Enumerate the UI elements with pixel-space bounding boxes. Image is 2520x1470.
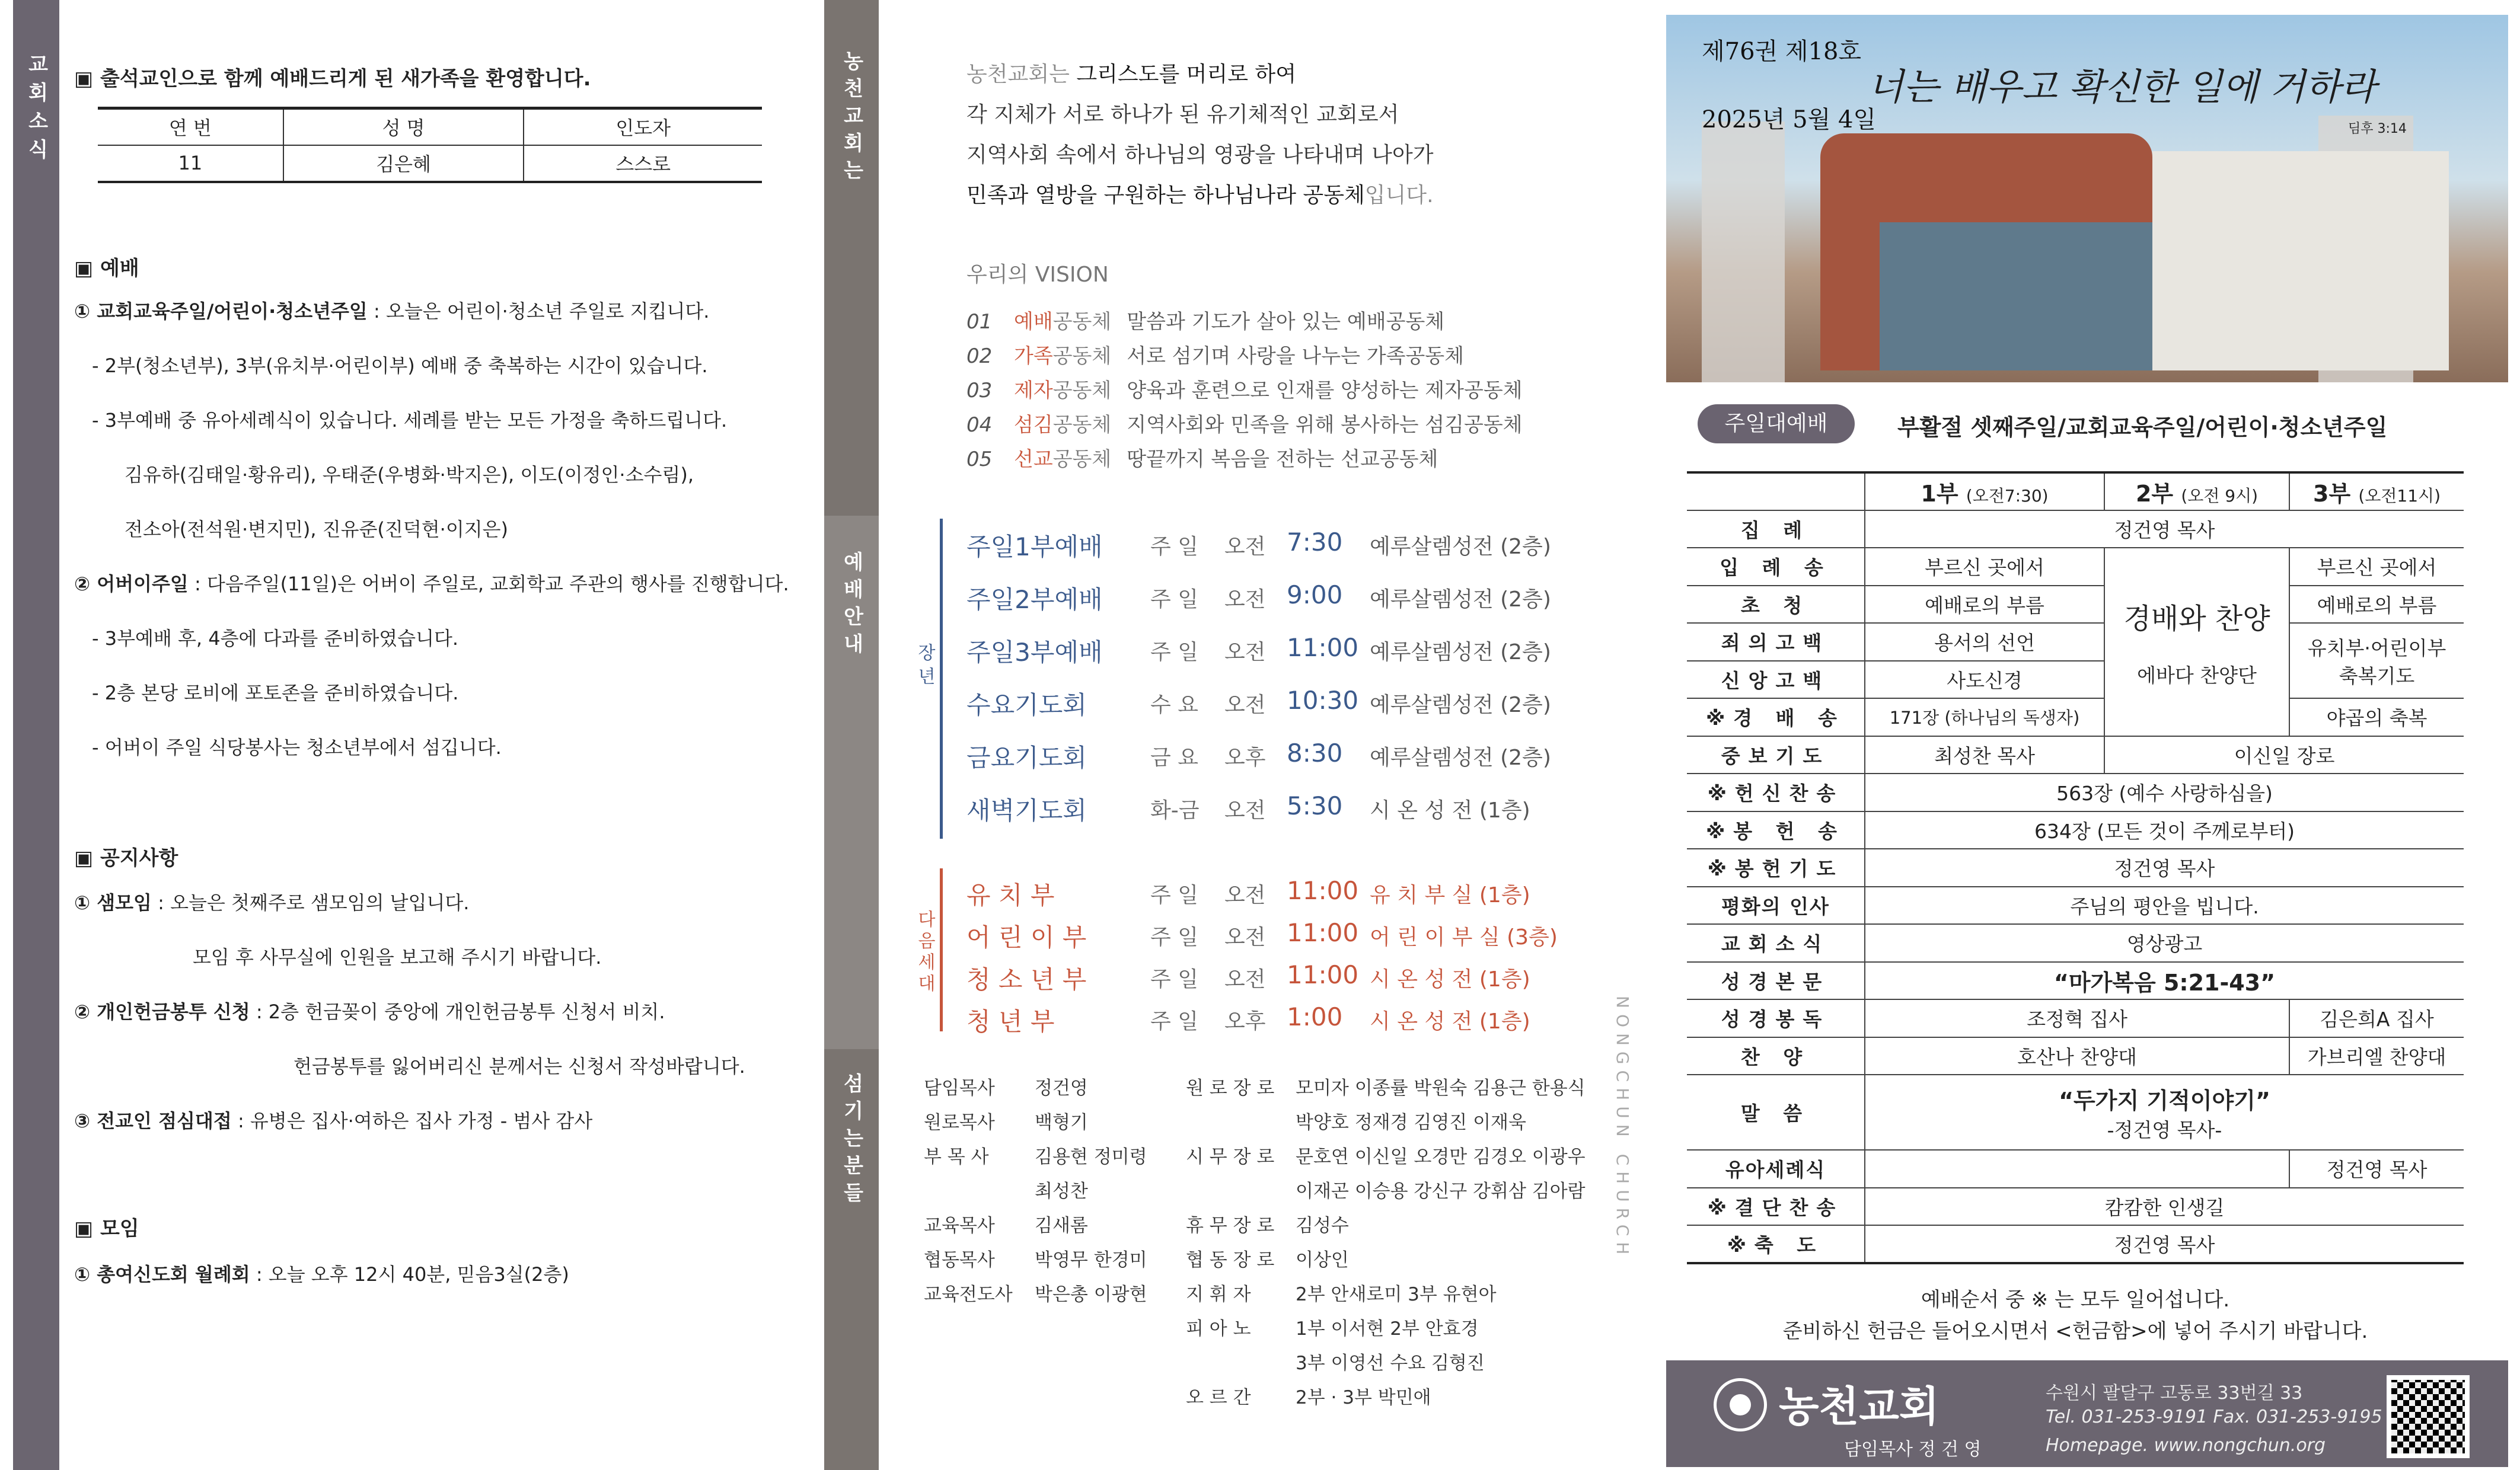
service-time: 1:00 [1287, 1002, 1343, 1031]
service-1-header: 1부 (오전7:30) [1865, 472, 2104, 510]
cell-guide: 스스로 [524, 145, 762, 182]
table-row: 유아세례식 정건영 목사 [1687, 1150, 2464, 1188]
staff-names: 김용현 정미령 [1035, 1146, 1147, 1168]
service-name: 유 치 부 [966, 881, 1055, 910]
service-day: 주 일 [1150, 1009, 1198, 1034]
notice-line-4: 헌금봉투를 잃어버리신 분께서는 신청서 작성바랍니다. [294, 1055, 745, 1078]
service-place: 어 린 이 부 실 (3층) [1370, 925, 1558, 950]
service-name: 새벽기도회 [966, 796, 1087, 825]
vision-keyword: 섬김 [1014, 413, 1053, 437]
vision-item [966, 340, 1464, 369]
worship-line-7: - 3부예배 후, 4층에 다과를 준비하였습니다. [92, 627, 459, 650]
list-item [924, 1142, 1147, 1168]
service-day: 금 요 [1150, 746, 1198, 770]
staff-role: 지 휘 자 [1186, 1284, 1251, 1305]
church-name: 농천교회 [1779, 1382, 1940, 1431]
mission-line-3: 지역사회 속에서 하나님의 영광을 나타내며 나아가 [966, 143, 1434, 167]
worship-line-8: - 2층 본당 로비에 포토존을 준비하였습니다. [92, 682, 459, 704]
staff-role: 휴 무 장 로 [1186, 1215, 1275, 1236]
new-family-table [98, 107, 762, 183]
vision-description: 지역사회와 민족을 위해 봉사하는 섬김공동체 [1127, 413, 1523, 437]
service-ampm: 오전 [1224, 883, 1266, 907]
service-ampm: 오전 [1224, 587, 1266, 612]
vision-title: 우리의 VISION [966, 263, 1109, 287]
sunday-service-badge: 주일대예배 [1698, 404, 1855, 443]
mission-statement [966, 55, 1434, 216]
table-row: ※헌신찬송 563장 (예수 사랑하심을) [1687, 774, 2464, 811]
table-row: 찬 양 호산나 찬양대 가브리엘 찬양대 [1687, 1037, 2464, 1075]
standing-note: 예배순서 중 ※ 는 모두 일어섭니다. [1921, 1288, 2230, 1312]
table-row: ※봉헌기도 정건영 목사 [1687, 849, 2464, 887]
service-time: 10:30 [1287, 686, 1359, 715]
vision-description: 말씀과 기도가 살아 있는 예배공동체 [1127, 310, 1445, 334]
vision-number: 04 [966, 413, 993, 437]
notice-item-1: ① 샘모임 : 오늘은 첫째주로 샘모임의 날입니다. [74, 891, 470, 914]
worship-line-2: - 2부(청소년부), 3부(유치부·어린이부) 예배 중 축복하는 시간이 있습니다. [92, 354, 708, 377]
service-day: 주 일 [1150, 967, 1198, 992]
nongchun-watermark: NONGCHUN CHURCH [1613, 996, 1632, 1261]
vision-keyword: 예배 [1014, 310, 1053, 334]
table-row: 교회소식 영상광고 [1687, 924, 2464, 962]
church-photo-banner [1666, 15, 2508, 382]
vision-number: 02 [966, 344, 993, 368]
table-row: 죄의고백 용서의 선언 유치부·어린이부 축복기도 [1687, 623, 2464, 661]
service-ampm: 오전 [1224, 925, 1266, 950]
offering-note: 준비하신 헌금은 들어오시면서 <헌금함>에 넣어 주시기 바랍니다. [1782, 1319, 2368, 1343]
vision-keyword: 제자 [1014, 379, 1053, 402]
slogan-reference: 딤후 3:14 [2348, 122, 2407, 136]
news-sidebar [13, 0, 59, 1470]
vision-description: 땅끝까지 복음을 전하는 선교공동체 [1127, 448, 1438, 471]
table-row: ※경 배 송 171장 (하나님의 독생자) 야곱의 축복 [1687, 698, 2464, 736]
sidebar-about: 농천교회는 [840, 50, 863, 187]
vision-item [966, 305, 1444, 334]
church-homepage[interactable]: Homepage. www.nongchun.org [2046, 1435, 2326, 1456]
worship-item-1: ① 교회교육주일/어린이·청소년주일 : 오늘은 어린이·청소년 주일로 지킵니다. [74, 300, 710, 322]
staff-role: 시 무 장 로 [1186, 1146, 1275, 1168]
worship-line-3: - 3부예배 중 유아세례식이 있습니다. 세례를 받는 모든 가정을 축하드립니다. [92, 409, 728, 432]
list-item [924, 1107, 1088, 1134]
mission-line-2: 각 지체가 서로 하나가 된 유기체적인 교회로서 [966, 103, 1399, 127]
list-item [1186, 1245, 1349, 1271]
service-time: 11:00 [1287, 633, 1359, 662]
staff-names: 박은총 이광현 [1035, 1284, 1147, 1305]
worship-line-4: 김유하(김태일·황유리), 우태준(우병화·박지은), 이도(이정인·소수림), [125, 464, 694, 486]
service-place: 시 온 성 전 (1층) [1370, 798, 1530, 823]
bulletin-date: 2025년 5월 4일 [1702, 106, 1877, 133]
vision-community: 공동체 [1052, 448, 1112, 471]
list-item [924, 1210, 1088, 1237]
table-row: ※축 도 정건영 목사 [1687, 1225, 2464, 1263]
service-place: 시 온 성 전 (1층) [1370, 967, 1530, 992]
table-row: 성경봉독 조정혁 집사 김은희A 집사 [1687, 999, 2464, 1037]
table-row: 평화의 인사 주님의 평안을 빕니다. [1687, 887, 2464, 925]
service-ampm: 오후 [1224, 746, 1266, 770]
sidebar-text: 교회소식 [24, 53, 48, 167]
vision-item [966, 443, 1438, 472]
staff-names: 김성수 [1296, 1215, 1349, 1236]
service-ampm: 오전 [1224, 693, 1266, 717]
service-time: 11:00 [1287, 876, 1359, 905]
service-day: 주 일 [1150, 640, 1198, 664]
church-phone: Tel. 031-253-9191 Fax. 031-253-9195 [2046, 1407, 2382, 1427]
table-row: 중보기도 최성찬 목사 이신일 장로 [1687, 736, 2464, 774]
service-2-header: 2부 (오전 9시) [2104, 472, 2289, 510]
list-item [1186, 1279, 1497, 1306]
vision-community: 공동체 [1052, 310, 1112, 334]
staff-role: 협 동 장 로 [1186, 1250, 1275, 1271]
cell-name: 김은혜 [283, 145, 524, 182]
staff-names: 3부 이영선 수요 김형진 [1296, 1353, 1485, 1374]
staff-names: 모미자 이종률 박원숙 김용근 한용식 [1296, 1078, 1586, 1099]
vision-keyword: 가족 [1014, 344, 1053, 368]
table-row: ※봉 헌 송 634장 (모든 것이 주께로부터) [1687, 811, 2464, 849]
col-name: 성 명 [283, 108, 524, 145]
vision-item [966, 374, 1523, 403]
list-item [1186, 1348, 1485, 1375]
service-ampm: 오전 [1224, 798, 1266, 823]
cell-no: 11 [98, 145, 283, 182]
info-sidebar [824, 0, 879, 1470]
vision-item [966, 408, 1523, 437]
service-place: 시 온 성 전 (1층) [1370, 1009, 1530, 1034]
staff-role: 오 르 간 [1186, 1387, 1251, 1408]
list-item [1186, 1314, 1479, 1340]
church-logo-icon [1714, 1378, 1767, 1431]
service-day: 주 일 [1150, 587, 1198, 612]
staff-role: 협동목사 [924, 1250, 995, 1271]
slogan: 너는 배우고 확신한 일에 거하라 [1868, 65, 2377, 108]
staff-names: 문호연 이신일 오경만 김경오 이광우 [1296, 1146, 1586, 1168]
staff-names: 이상인 [1296, 1250, 1349, 1271]
staff-role: 피 아 노 [1186, 1318, 1251, 1340]
list-item [924, 1073, 1088, 1100]
service-name: 금요기도회 [966, 743, 1087, 772]
staff-names: 이재곤 이승용 강신구 강휘삼 김아람 [1296, 1181, 1586, 1202]
volume-issue: 제76권 제18호 [1702, 38, 1862, 65]
sidebar-servants: 섬기는분들 [840, 1073, 863, 1209]
service-time: 5:30 [1287, 791, 1343, 820]
table-header [1687, 472, 2464, 510]
service-place: 유 치 부 실 (1층) [1370, 883, 1530, 907]
list-item [924, 1176, 1088, 1203]
qr-code-icon[interactable] [2387, 1375, 2470, 1458]
adult-bar [940, 519, 943, 839]
vision-number: 03 [966, 379, 993, 402]
mission-line-4: 민족과 열방을 구원하는 하나님나라 공동체입니다. [966, 183, 1434, 207]
staff-role: 부 목 사 [924, 1146, 989, 1168]
pastor-name: 담임목사 정 건 영 [1844, 1439, 1982, 1460]
meeting-title: ▣ 모임 [74, 1212, 139, 1241]
col-guide: 인도자 [524, 108, 762, 145]
church-footer [1666, 1360, 2508, 1467]
service-place: 예루살렘성전 (2층) [1370, 746, 1551, 770]
church-address: 수원시 팔달구 고동로 33번길 33 [2046, 1383, 2303, 1404]
staff-names: 김새롬 [1035, 1215, 1088, 1236]
table-row: 집 례 정건영 목사 [1687, 510, 2464, 548]
worship-title: ▣ 예배 [74, 252, 139, 281]
staff-role: 교육목사 [924, 1215, 995, 1236]
table-header [98, 108, 762, 145]
table-row: 입 례 송 부르신 곳에서 경배와 찬양 에바다 찬양단 부르신 곳에서 [1687, 548, 2464, 586]
list-item [1186, 1142, 1586, 1168]
vision-number: 05 [966, 448, 993, 471]
vision-number: 01 [966, 310, 993, 334]
notice-item-3: ③ 전교인 점심대접 : 유병은 집사·여하은 집사 가정 - 범사 감사 [74, 1110, 593, 1132]
kids-blessing-cell: 유치부·어린이부 축복기도 [2289, 623, 2464, 698]
staff-role: 담임목사 [924, 1078, 995, 1099]
table-row: 성경본문 “마가복음 5:21-43” [1687, 962, 2464, 1000]
staff-names: 정건영 [1035, 1078, 1088, 1099]
service-place: 예루살렘성전 (2층) [1370, 535, 1551, 559]
notice-line-2: 모임 후 사무실에 인원을 보고해 주시기 바랍니다. [193, 946, 602, 969]
table-row: ※결단찬송 캄캄한 인생길 [1687, 1188, 2464, 1226]
service-name: 수요기도회 [966, 691, 1087, 720]
vision-description: 서로 섬기며 사랑을 나누는 가족공동체 [1127, 344, 1464, 368]
service-name: 주일3부예배 [966, 638, 1103, 667]
list-item [1186, 1210, 1349, 1237]
sunday-title: 부활절 셋째주일/교회교육주일/어린이·청소년주일 [1897, 414, 2388, 440]
staff-role: 원로목사 [924, 1112, 995, 1133]
service-ampm: 오후 [1224, 1009, 1266, 1034]
service-time: 11:00 [1287, 960, 1359, 989]
news-sidebar-label [13, 53, 59, 167]
staff-names: 1부 이서현 2부 안효경 [1296, 1318, 1479, 1340]
col-no: 연 번 [98, 108, 283, 145]
service-name: 청 소 년 부 [966, 965, 1087, 994]
staff-role: 교육전도사 [924, 1284, 1013, 1305]
youth-label: 다음세대 [914, 910, 935, 995]
table-row: 초 청 예배로의 부름 예배로의 부름 [1687, 586, 2464, 624]
vision-community: 공동체 [1052, 344, 1112, 368]
table-row: 신앙고백 사도신경 [1687, 661, 2464, 699]
worship-order-table [1687, 471, 2464, 1264]
service-time: 8:30 [1287, 739, 1343, 768]
youth-bar [940, 868, 943, 1031]
table-row [98, 145, 762, 182]
service-day: 화-금 [1150, 798, 1200, 823]
building-white [2152, 151, 2449, 370]
list-item [924, 1245, 1147, 1271]
worship-item-2: ② 어버이주일 : 다음주일(11일)은 어버이 주일로, 교회학교 주관의 행사를 진행합니다. [74, 573, 789, 595]
service-place: 예루살렘성전 (2층) [1370, 640, 1551, 664]
vision-community: 공동체 [1052, 413, 1112, 437]
service-time: 11:00 [1287, 918, 1359, 947]
staff-names: 박영무 한경미 [1035, 1250, 1147, 1271]
list-item [1186, 1107, 1526, 1134]
staff-role: 원 로 장 로 [1186, 1078, 1275, 1099]
service-name: 주일1부예배 [966, 532, 1103, 561]
service-ampm: 오전 [1224, 967, 1266, 992]
service-3-header: 3부 (오전11시) [2289, 472, 2464, 510]
adult-label: 장년 [914, 643, 935, 691]
service-name: 어 린 이 부 [966, 923, 1087, 952]
list-item [1186, 1073, 1586, 1100]
worship-line-5: 전소아(전석원·변지민), 진유준(진덕현·이지은) [125, 518, 509, 541]
vision-community: 공동체 [1052, 379, 1112, 402]
staff-names: 2부 · 3부 박민애 [1296, 1387, 1431, 1408]
service-day: 수 요 [1150, 693, 1198, 717]
vision-description: 양육과 훈련으로 인재를 양성하는 제자공동체 [1127, 379, 1523, 402]
service-place: 예루살렘성전 (2층) [1370, 693, 1551, 717]
service-name: 주일2부예배 [966, 585, 1103, 614]
worship-line-9: - 어버이 주일 식당봉사는 청소년부에서 섬깁니다. [92, 736, 502, 759]
service-time: 9:00 [1287, 580, 1343, 609]
vision-keyword: 선교 [1014, 448, 1053, 471]
service-time: 7:30 [1287, 528, 1343, 557]
praise-cell: 경배와 찬양 에바다 찬양단 [2104, 548, 2289, 736]
service-ampm: 오전 [1224, 640, 1266, 664]
service-ampm: 오전 [1224, 535, 1266, 559]
service-day: 주 일 [1150, 925, 1198, 950]
sidebar-worship: 예배안내 [840, 551, 863, 660]
table-row: 말 씀 “두가지 기적이야기” -정건영 목사- [1687, 1075, 2464, 1150]
staff-names: 최성찬 [1035, 1181, 1088, 1202]
service-place: 예루살렘성전 (2층) [1370, 587, 1551, 612]
staff-names: 백형기 [1035, 1112, 1088, 1133]
meeting-item-1: ① 총여신도회 월례회 : 오늘 오후 12시 40분, 믿음3실(2층) [74, 1263, 569, 1286]
list-item [1186, 1176, 1586, 1203]
service-name: 청 년 부 [966, 1007, 1055, 1036]
notice-title: ▣ 공지사항 [74, 842, 178, 871]
staff-names: 박양호 정재경 김영진 이재욱 [1296, 1112, 1526, 1133]
list-item [924, 1279, 1147, 1306]
mission-line-1: 농천교회는 그리스도를 머리로 하여 [966, 62, 1296, 87]
notice-item-2: ② 개인헌금봉투 신청 : 2층 헌금꽂이 중앙에 개인헌금봉투 신청서 비치. [74, 1001, 665, 1023]
new-family-title: ▣ 출석교인으로 함께 예배드리게 된 새가족을 환영합니다. [74, 62, 591, 91]
service-day: 주 일 [1150, 535, 1198, 559]
service-day: 주 일 [1150, 883, 1198, 907]
staff-names: 2부 안새로미 3부 유현아 [1296, 1284, 1497, 1305]
list-item [1186, 1382, 1431, 1409]
